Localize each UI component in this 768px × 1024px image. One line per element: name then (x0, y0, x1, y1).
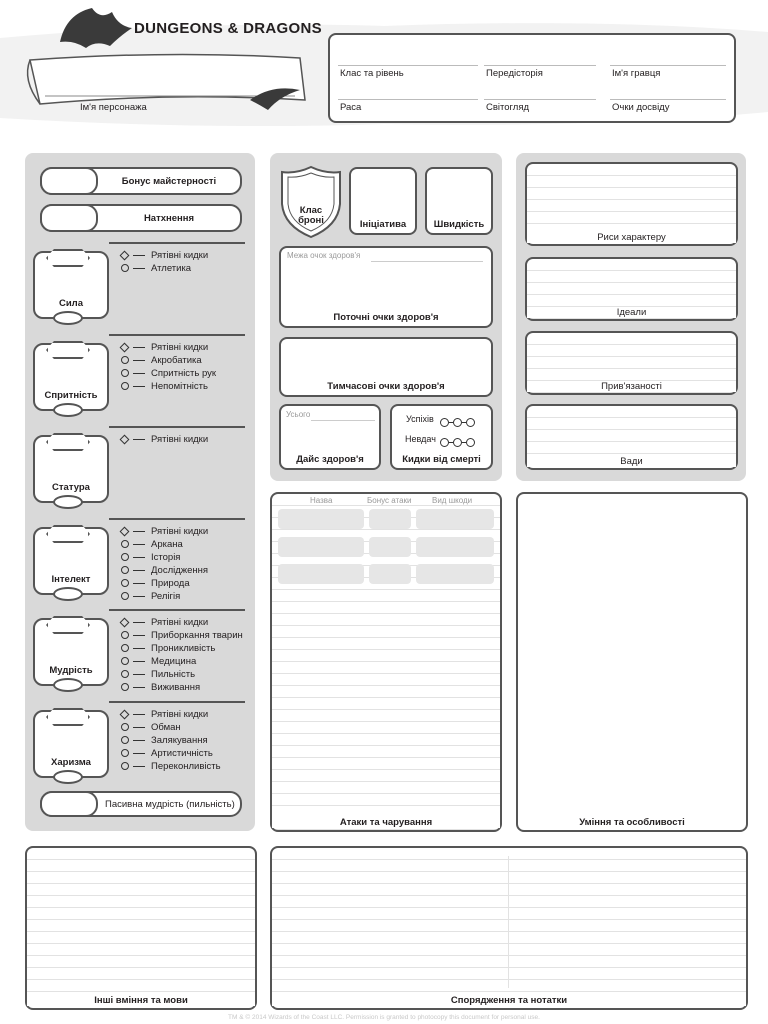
background-label: Передісторія (486, 68, 543, 79)
skill-row[interactable] (121, 565, 208, 576)
skill-label: Обман (151, 722, 181, 733)
flaws-label: Вади (527, 456, 736, 467)
skill-row[interactable] (121, 735, 208, 746)
skill-row[interactable] (121, 682, 200, 693)
flaws-box[interactable] (525, 404, 738, 470)
current-hp-label: Поточні очки здоров'я (333, 312, 439, 323)
death-saves-box (390, 404, 493, 470)
skill-label: Переконливість (151, 761, 221, 772)
equipment-box[interactable] (270, 846, 748, 1010)
other-proficiencies-label: Інші вміння та мови (27, 995, 255, 1006)
ability-name: Сила (58, 298, 84, 309)
skill-label: Рятівні кидки (151, 617, 209, 628)
skill-row[interactable] (121, 250, 208, 261)
circle-icon (121, 264, 129, 272)
skill-row[interactable] (121, 761, 221, 772)
diamond-icon (120, 343, 130, 353)
bonds-label: Прив'язаності (527, 381, 736, 392)
skill-label: Релігія (151, 591, 181, 602)
other-proficiencies-box[interactable] (25, 846, 257, 1010)
ability-name: Мудрість (49, 665, 93, 676)
skill-label: Залякування (151, 735, 208, 746)
ability-modifier-field[interactable] (53, 495, 83, 509)
skill-row[interactable] (121, 578, 190, 589)
skill-row[interactable] (121, 552, 180, 563)
diamond-icon (120, 618, 130, 628)
skill-label: Спритність рук (151, 368, 217, 379)
skill-label: Проникливість (151, 643, 216, 654)
passive-wisdom-label: Пасивна мудрість (пильність) (105, 799, 235, 810)
attack-name-field[interactable] (278, 537, 364, 557)
ability-charisma[interactable] (33, 710, 109, 778)
skill-row[interactable] (121, 355, 202, 366)
ability-modifier-field[interactable] (53, 770, 83, 784)
temp-hp-label: Тимчасові очки здоров'я (327, 381, 445, 392)
footer-copyright: TM & © 2014 Wizards of the Coast LLC. Permission is granted to photocopy this document for personal use. (228, 1014, 540, 1021)
failures-label: Невдач (405, 434, 436, 444)
equipment-label: Спорядження та нотатки (272, 995, 746, 1006)
death-saves-label: Кидки від смерті (402, 454, 481, 465)
speed-label: Швидкість (433, 219, 485, 230)
skill-row[interactable] (121, 381, 208, 392)
proficiency-bonus-box (40, 167, 242, 195)
ideals-label: Ідеали (527, 307, 736, 318)
circle-icon (121, 736, 129, 744)
circle-icon (121, 670, 129, 678)
diamond-icon (120, 710, 130, 720)
attack-name-field[interactable] (278, 564, 364, 584)
skill-row[interactable] (121, 591, 180, 602)
skill-label: Рятівні кидки (151, 526, 209, 537)
skill-label: Рятівні кидки (151, 434, 209, 445)
skill-label: Рятівні кидки (151, 250, 209, 261)
skill-row[interactable] (121, 669, 195, 680)
ability-wisdom[interactable] (33, 618, 109, 686)
ability-modifier-field[interactable] (53, 403, 83, 417)
attack-damage-field[interactable] (416, 537, 494, 557)
attack-bonus-field[interactable] (369, 537, 411, 557)
character-name-label: Ім'я персонажа (80, 102, 147, 113)
skill-row[interactable] (121, 656, 196, 667)
hp-max-label: Межа очок здоров'я (287, 251, 361, 260)
skill-row[interactable] (121, 709, 208, 720)
armor-class-label: Клас броні (298, 205, 324, 226)
skill-row[interactable] (121, 722, 181, 733)
circle-icon (121, 553, 129, 561)
attack-damage-field[interactable] (416, 509, 494, 529)
skill-label: Рятівні кидки (151, 709, 209, 720)
failure-checkboxes[interactable] (440, 434, 475, 452)
diamond-icon (120, 527, 130, 537)
personality-traits-label: Риси характеру (527, 232, 736, 243)
skill-row[interactable] (121, 617, 208, 628)
circle-icon (121, 723, 129, 731)
skill-row[interactable] (121, 434, 208, 445)
skill-row[interactable] (121, 643, 215, 654)
ability-name: Інтелект (51, 574, 91, 585)
passive-wisdom-field[interactable] (40, 791, 98, 817)
skill-row[interactable] (121, 526, 208, 537)
circle-icon (121, 382, 129, 390)
circle-icon (121, 566, 129, 574)
ability-constitution[interactable] (33, 435, 109, 503)
attacks-col-damage: Вид шкоди (432, 496, 473, 505)
xp-label: Очки досвіду (612, 102, 670, 113)
attacks-col-bonus: Бонус атаки (367, 496, 412, 505)
character-name-field[interactable] (62, 70, 287, 92)
skill-label: Акробатика (151, 355, 202, 366)
skill-label: Історія (151, 552, 181, 563)
alignment-label: Світогляд (486, 102, 530, 113)
circle-icon (121, 644, 129, 652)
ability-name: Спритність (44, 390, 98, 401)
initiative-box[interactable] (349, 167, 417, 235)
attack-damage-field[interactable] (416, 564, 494, 584)
ability-modifier-field[interactable] (53, 587, 83, 601)
skill-label: Артистичність (151, 748, 213, 759)
circle-icon (121, 762, 129, 770)
shield-icon[interactable] (278, 164, 344, 240)
skill-label: Атлетика (151, 263, 192, 274)
skill-label: Непомітність (151, 381, 208, 392)
skill-row[interactable] (121, 748, 213, 759)
circle-icon (121, 657, 129, 665)
logo-text: DUNGEONS & DRAGONS (134, 20, 322, 37)
features-label: Уміння та особливості (579, 817, 685, 828)
features-box[interactable] (516, 492, 748, 832)
class-level-label: Клас та рівень (340, 68, 404, 79)
attack-bonus-field[interactable] (369, 564, 411, 584)
circle-icon (121, 369, 129, 377)
speed-box[interactable] (425, 167, 493, 235)
ideals-box[interactable] (525, 257, 738, 321)
personality-traits-box[interactable] (525, 162, 738, 246)
passive-wisdom-box (40, 791, 242, 817)
skill-label: Медицина (151, 656, 197, 667)
skill-row[interactable] (121, 263, 191, 274)
bonds-box[interactable] (525, 331, 738, 395)
proficiency-bonus-label: Бонус майстерності (121, 176, 217, 187)
skill-label: Дослідження (151, 565, 209, 576)
skill-row[interactable] (121, 539, 183, 550)
diamond-icon (120, 435, 130, 445)
skill-row[interactable] (121, 342, 208, 353)
skill-label: Рятівні кидки (151, 342, 209, 353)
circle-icon (121, 592, 129, 600)
inspiration-field[interactable] (40, 204, 98, 232)
hit-dice-box[interactable] (279, 404, 381, 470)
skill-label: Приборкання тварин (151, 630, 243, 641)
successes-label: Успіхів (406, 414, 434, 424)
skill-row[interactable] (121, 368, 216, 379)
circle-icon (121, 579, 129, 587)
ability-name: Харизма (51, 757, 91, 768)
ability-dexterity[interactable] (33, 343, 109, 411)
attacks-title: Атаки та чарування (272, 817, 500, 828)
inspiration-label: Натхнення (143, 213, 195, 224)
proficiency-bonus-field[interactable] (40, 167, 98, 195)
temp-hp-box[interactable] (279, 337, 493, 397)
character-info-box (328, 33, 736, 123)
current-hp-box[interactable] (279, 246, 493, 328)
attack-bonus-field[interactable] (369, 509, 411, 529)
skill-label: Природа (151, 578, 190, 589)
circle-icon (121, 356, 129, 364)
circle-icon (121, 631, 129, 639)
initiative-label: Ініціатива (359, 219, 407, 230)
ability-strength[interactable] (33, 251, 109, 319)
hit-dice-total-label: Усього (286, 410, 311, 419)
attacks-col-name: Назва (310, 496, 333, 505)
attacks-box (270, 492, 502, 832)
circle-icon (121, 749, 129, 757)
success-checkboxes[interactable] (440, 414, 475, 432)
hit-dice-label: Дайс здоров'я (296, 454, 364, 465)
skill-label: Пильність (151, 669, 196, 680)
ability-intelligence[interactable] (33, 527, 109, 595)
circle-icon (121, 540, 129, 548)
ability-modifier-field[interactable] (53, 311, 83, 325)
diamond-icon (120, 251, 130, 261)
race-label: Раса (340, 102, 362, 113)
skill-row[interactable] (121, 630, 243, 641)
skill-label: Виживання (151, 682, 201, 693)
attack-name-field[interactable] (278, 509, 364, 529)
circle-icon (121, 683, 129, 691)
skill-label: Аркана (151, 539, 183, 550)
player-name-label: Ім'я гравця (612, 68, 661, 79)
inspiration-box (40, 204, 242, 232)
ability-modifier-field[interactable] (53, 678, 83, 692)
ability-name: Статура (52, 482, 90, 493)
